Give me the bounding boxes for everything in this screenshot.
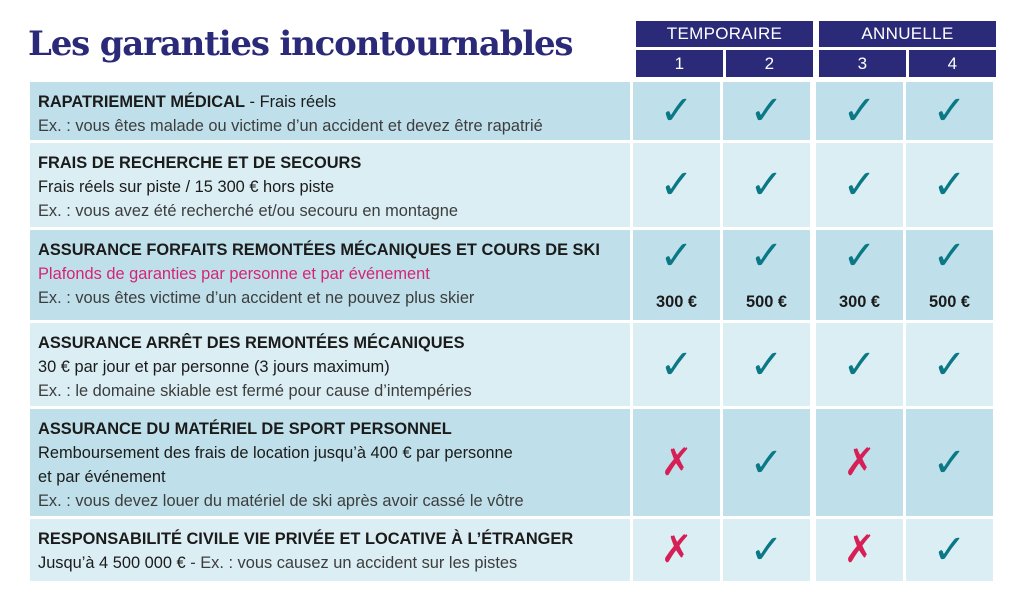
cell-plan-2 (723, 82, 810, 140)
cell-plan-3 (816, 519, 903, 581)
check-icon: ✓ (659, 163, 694, 207)
table-row (30, 323, 996, 406)
cell-plan-1 (633, 82, 720, 140)
cell-plan-4 (906, 409, 993, 516)
group-header-annuelle: ANNUELLE (819, 21, 996, 47)
row-example: Ex. : vous devez louer du matériel de ski après avoir cassé le vôtre (38, 492, 524, 510)
row-highlight: Plafonds de garanties par personne et par événement (38, 265, 430, 283)
guarantees-table (30, 82, 996, 584)
check-icon: ✓ (749, 89, 784, 133)
check-icon: ✓ (749, 163, 784, 207)
row-detail: Remboursement des frais de location jusqu’à 400 € par personne (38, 444, 513, 462)
cell-plan-2 (723, 409, 810, 516)
cell-plan-1 (633, 230, 720, 320)
cell-plan-1 (633, 519, 720, 581)
cell-plan-3 (816, 230, 903, 320)
cross-icon: ✗ (843, 441, 876, 484)
table-row (30, 519, 996, 581)
plan-header-3: 3 (819, 50, 906, 77)
cell-plan-4 (906, 143, 993, 227)
row-description (30, 230, 630, 320)
row-detail-continued: et par événement (38, 468, 166, 486)
cell-plan-2 (723, 519, 810, 581)
amount-label: 300 € (655, 293, 698, 311)
cross-icon: ✗ (660, 529, 693, 571)
cell-plan-3 (816, 143, 903, 227)
row-name: ASSURANCE DU MATÉRIEL DE SPORT PERSONNEL (38, 420, 452, 438)
page-title: Les garanties incontournables (28, 24, 573, 64)
cell-plan-1 (633, 143, 720, 227)
cell-plan-4 (906, 519, 993, 581)
plan-header-2: 2 (726, 50, 813, 77)
cell-plan-2 (723, 323, 810, 406)
cell-plan-3 (816, 323, 903, 406)
check-icon: ✓ (932, 528, 967, 572)
plan-header-1: 1 (636, 50, 723, 77)
check-icon: ✓ (659, 89, 694, 133)
cell-plan-2 (723, 143, 810, 227)
cell-plan-3 (816, 82, 903, 140)
check-icon: ✓ (932, 342, 967, 387)
cell-plan-1 (633, 323, 720, 406)
amount-label: 500 € (745, 293, 788, 311)
cell-plan-1 (633, 409, 720, 516)
row-description (30, 143, 630, 227)
group-header-temporaire: TEMPORAIRE (636, 21, 813, 47)
row-example: Ex. : vous êtes victime d’un accident et ne pouvez plus skier (38, 289, 475, 307)
check-icon: ✓ (749, 528, 784, 572)
row-name-suffix: - Frais réels (245, 93, 337, 111)
check-icon: ✓ (932, 89, 967, 133)
row-name: ASSURANCE ARRÊT DES REMONTÉES MÉCANIQUES (38, 334, 465, 352)
row-example: Ex. : vous avez été recherché et/ou secouru en montagne (38, 202, 459, 220)
check-icon: ✓ (842, 234, 877, 278)
cell-plan-4 (906, 82, 993, 140)
row-description (30, 323, 630, 406)
row-description (30, 82, 630, 140)
row-name: ASSURANCE FORFAITS REMONTÉES MÉCANIQUES ET COURS DE SKI (38, 241, 600, 259)
row-description (30, 519, 630, 581)
check-icon: ✓ (749, 342, 784, 387)
check-icon: ✓ (932, 440, 967, 485)
table-row (30, 230, 996, 320)
cell-plan-3 (816, 409, 903, 516)
row-name: RESPONSABILITÉ CIVILE VIE PRIVÉE ET LOCATIVE À L’ÉTRANGER (38, 530, 574, 548)
amount-label: 300 € (838, 293, 881, 311)
row-name: FRAIS DE RECHERCHE ET DE SECOURS (38, 154, 362, 172)
cell-plan-4 (906, 230, 993, 320)
plan-header-4: 4 (909, 50, 996, 77)
check-icon: ✓ (932, 234, 967, 278)
row-detail: Jusqu’à 4 500 000 € (38, 554, 186, 572)
row-description (30, 409, 630, 516)
row-example: Ex. : le domaine skiable est fermé pour cause d’intempéries (38, 382, 472, 400)
check-icon: ✓ (932, 163, 967, 207)
row-name: RAPATRIEMENT MÉDICAL (38, 93, 245, 111)
check-icon: ✓ (842, 342, 877, 387)
table-row (30, 143, 996, 227)
row-detail: 30 € par jour et par personne (3 jours maximum) (38, 358, 390, 376)
row-example: Ex. : vous êtes malade ou victime d’un accident et devez être rapatrié (38, 117, 543, 135)
check-icon: ✓ (842, 89, 877, 133)
check-icon: ✓ (749, 440, 784, 485)
check-icon: ✓ (659, 234, 694, 278)
table-row (30, 82, 996, 140)
cell-plan-4 (906, 323, 993, 406)
cross-icon: ✗ (660, 441, 693, 484)
table-row (30, 409, 996, 516)
check-icon: ✓ (842, 163, 877, 207)
cross-icon: ✗ (843, 529, 876, 571)
check-icon: ✓ (659, 342, 694, 387)
amount-label: 500 € (928, 293, 971, 311)
row-example: - Ex. : vous causez un accident sur les pistes (185, 554, 518, 572)
check-icon: ✓ (749, 234, 784, 278)
row-detail: Frais réels sur piste / 15 300 € hors piste (38, 178, 335, 196)
cell-plan-2 (723, 230, 810, 320)
